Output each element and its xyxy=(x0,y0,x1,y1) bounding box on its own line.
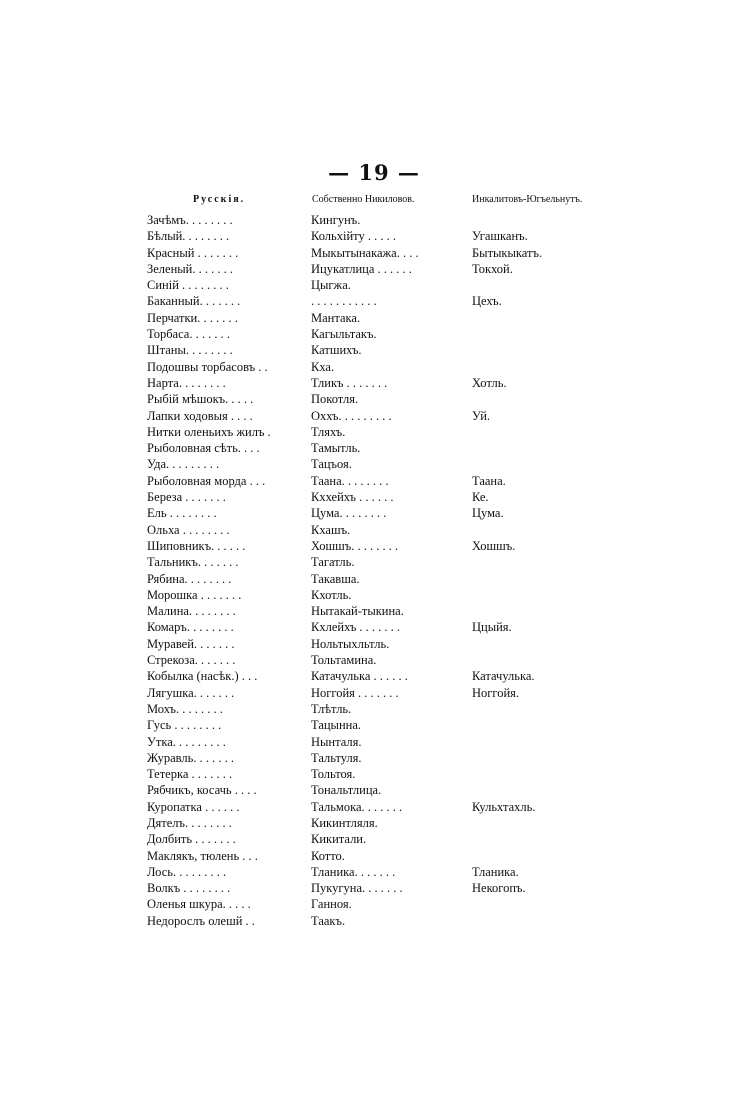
nikilov-word: Тольтоя. xyxy=(311,767,356,782)
russian-word: Волкъ . . . . . . . . xyxy=(147,881,231,896)
russian-word: Долбить . . . . . . . xyxy=(147,832,236,847)
inkalitov-word: Хотль. xyxy=(472,375,507,390)
nikilov-word: Мантака. xyxy=(311,310,361,325)
russian-word: Шиповникъ. . . . . . xyxy=(147,538,246,553)
table-row xyxy=(0,619,748,635)
russian-word: Рябина. . . . . . . . xyxy=(147,571,232,586)
russian-word: Недорослъ олешй . . xyxy=(147,913,255,928)
inkalitov-word: Токхой. xyxy=(472,261,513,276)
nikilov-word: Таана. . . . . . . . xyxy=(311,473,389,488)
table-row xyxy=(0,571,748,587)
inkalitov-word: Кульхтахль. xyxy=(472,799,536,814)
table-row xyxy=(0,391,748,407)
russian-word: Дятелъ. . . . . . . . xyxy=(147,815,232,830)
inkalitov-word: Таана. xyxy=(472,473,506,488)
nikilov-word: Такавша. xyxy=(311,571,360,586)
inkalitov-word: Ноггойя. xyxy=(472,685,520,700)
nikilov-word: Котто. xyxy=(311,848,345,863)
table-row xyxy=(0,261,748,277)
table-row xyxy=(0,522,748,538)
nikilov-word: Ноггойя . . . . . . . xyxy=(311,685,399,700)
table-row xyxy=(0,408,748,424)
nikilov-word: Кольхійту . . . . . xyxy=(311,229,396,244)
nikilov-word: Тамытль. xyxy=(311,441,361,456)
nikilov-word: Хошшъ. . . . . . . . xyxy=(311,538,399,553)
russian-word: Уда. . . . . . . . . xyxy=(147,457,220,472)
table-row xyxy=(0,668,748,684)
russian-word: Куропатка . . . . . . xyxy=(147,799,240,814)
nikilov-word: Кингунъ. xyxy=(311,213,361,227)
nikilov-word: Таакъ. xyxy=(311,913,346,928)
russian-word: Маклякъ, тюлень . . . xyxy=(147,848,258,863)
nikilov-word: Кикитали. xyxy=(311,832,367,847)
russian-word: Лось. . . . . . . . . xyxy=(147,864,227,879)
nikilov-word: Мыкытынакажа. . . . xyxy=(311,245,419,260)
table-row xyxy=(0,864,748,880)
nikilov-word: Кхлейхъ . . . . . . . xyxy=(311,620,401,635)
table-row xyxy=(0,473,748,489)
nikilov-word: Тальмока. . . . . . . xyxy=(311,799,403,814)
nikilov-word: Покотля. xyxy=(311,392,359,407)
table-row xyxy=(0,505,748,521)
inkalitov-word: Тланика. xyxy=(472,864,519,879)
russian-word: Малина. . . . . . . . xyxy=(147,604,236,619)
russian-word: Морошка . . . . . . . xyxy=(147,587,242,602)
nikilov-word: Тацъоя. xyxy=(311,457,352,472)
nikilov-word: . . . . . . . . . . . xyxy=(311,294,377,309)
nikilov-word: Цума. . . . . . . . xyxy=(311,506,387,521)
inkalitov-word: Цума. xyxy=(472,506,504,521)
nikilov-word: Тланика. . . . . . . xyxy=(311,864,396,879)
table-row xyxy=(0,603,748,619)
nikilov-word: Катачулька . . . . . . xyxy=(311,669,408,684)
russian-word: Синій . . . . . . . . xyxy=(147,278,229,293)
russian-word: Рыболовная морда . . . xyxy=(147,473,266,488)
table-row xyxy=(0,701,748,717)
russian-word: Журавль. . . . . . . xyxy=(147,750,234,765)
nikilov-word: Кххейхъ . . . . . . xyxy=(311,490,394,505)
nikilov-word: Тацынна. xyxy=(311,718,362,733)
table-row xyxy=(0,913,748,929)
table-row xyxy=(0,896,748,912)
table-row xyxy=(0,342,748,358)
russian-word: Баканный. . . . . . . xyxy=(147,294,241,309)
russian-word: Перчатки. . . . . . . xyxy=(147,310,238,325)
nikilov-word: Тляхъ. xyxy=(311,424,346,439)
russian-word: Штаны. . . . . . . . xyxy=(147,343,233,358)
table-row xyxy=(0,815,748,831)
table-row xyxy=(0,750,748,766)
nikilov-word: Тольтамина. xyxy=(311,653,377,668)
table-row xyxy=(0,228,748,244)
column-header-nikilov: Собственно Никиловов. xyxy=(312,194,415,205)
nikilov-word: Ганноя. xyxy=(311,897,352,912)
page-number: — 19 — xyxy=(328,160,420,185)
inkalitov-word: Уй. xyxy=(472,408,491,423)
table-row xyxy=(0,734,748,750)
nikilov-word: Кхотль. xyxy=(311,587,352,602)
table-row xyxy=(0,799,748,815)
table-row xyxy=(0,652,748,668)
russian-word: Береза . . . . . . . xyxy=(147,490,226,505)
table-row xyxy=(0,636,748,652)
inkalitov-word: Угашканъ. xyxy=(472,229,528,244)
russian-word: Рыбій мѣшокъ. . . . . xyxy=(147,392,254,407)
russian-word: Оленья шкура. . . . . xyxy=(147,897,251,912)
table-row xyxy=(0,456,748,472)
russian-word: Подошвы торбасовъ . . xyxy=(147,359,268,374)
table-row xyxy=(0,424,748,440)
nikilov-word: Тональтлица. xyxy=(311,783,382,798)
nikilov-word: Цыгжа. xyxy=(311,278,351,293)
table-row xyxy=(0,310,748,326)
nikilov-word: Оххъ. . . . . . . . . xyxy=(311,408,392,423)
table-row xyxy=(0,587,748,603)
russian-word: Нитки оленьихъ жилъ . xyxy=(147,424,271,439)
nikilov-word: Тликъ . . . . . . . xyxy=(311,375,388,390)
russian-word: Зеленый. . . . . . . xyxy=(147,261,233,276)
russian-word: Муравей. . . . . . . xyxy=(147,636,235,651)
inkalitov-word: Хошшъ. xyxy=(472,538,516,553)
inkalitov-word: Ке. xyxy=(472,490,489,505)
column-header-russian: Русскія. xyxy=(193,194,246,205)
russian-word: Ель . . . . . . . . xyxy=(147,506,217,521)
nikilov-word: Нольтыхльтль. xyxy=(311,636,390,651)
inkalitov-word: Бытыкыкатъ. xyxy=(472,245,543,260)
russian-word: Торбаса. . . . . . . xyxy=(147,327,230,342)
russian-word: Рябчикъ, косачь . . . . xyxy=(147,783,257,798)
russian-word: Мохъ. . . . . . . . xyxy=(147,701,223,716)
russian-word: Красный . . . . . . . xyxy=(147,245,239,260)
table-row xyxy=(0,359,748,375)
table-row xyxy=(0,326,748,342)
table-row xyxy=(0,293,748,309)
nikilov-word: Ицукатлица . . . . . . xyxy=(311,261,412,276)
table-row xyxy=(0,831,748,847)
table-row xyxy=(0,880,748,896)
table-row xyxy=(0,212,748,228)
russian-word: Лапки ходовыя . . . . xyxy=(147,408,253,423)
russian-word: Комаръ. . . . . . . . xyxy=(147,620,234,635)
vocabulary-table xyxy=(0,212,748,929)
nikilov-word: Пукугуна. . . . . . . xyxy=(311,881,403,896)
russian-word: Гусь . . . . . . . . xyxy=(147,718,222,733)
russian-word: Кобылка (насѣк.) . . . xyxy=(147,669,258,684)
nikilov-word: Тальтуля. xyxy=(311,750,362,765)
table-row xyxy=(0,685,748,701)
table-row xyxy=(0,375,748,391)
russian-word: Рыболовная сѣть. . . . xyxy=(147,441,260,456)
nikilov-word: Кхашъ. xyxy=(311,522,351,537)
table-row xyxy=(0,489,748,505)
inkalitov-word: Цехъ. xyxy=(472,294,502,309)
russian-word: Утка. . . . . . . . . xyxy=(147,734,226,749)
russian-word: Нарта. . . . . . . . xyxy=(147,375,226,390)
inkalitov-word: Катачулька. xyxy=(472,669,535,684)
russian-word: Бѣлый. . . . . . . . xyxy=(147,229,230,244)
russian-word: Ольха . . . . . . . . xyxy=(147,522,230,537)
nikilov-word: Нытакай-тыкина. xyxy=(311,604,404,619)
russian-word: Тальникъ. . . . . . . xyxy=(147,555,239,570)
russian-word: Стрекоза. . . . . . . xyxy=(147,653,236,668)
nikilov-word: Тагатль. xyxy=(311,555,355,570)
nikilov-word: Кикинтляля. xyxy=(311,815,378,830)
table-row xyxy=(0,848,748,864)
nikilov-word: Нынталя. xyxy=(311,734,362,749)
russian-word: Зачѣмъ. . . . . . . . xyxy=(147,213,233,227)
table-row xyxy=(0,538,748,554)
table-row xyxy=(0,277,748,293)
russian-word: Тетерка . . . . . . . xyxy=(147,767,233,782)
russian-word: Лягушка. . . . . . . xyxy=(147,685,235,700)
nikilov-word: Кха. xyxy=(311,359,335,374)
table-row xyxy=(0,766,748,782)
nikilov-word: Катшихъ. xyxy=(311,343,362,358)
table-row xyxy=(0,440,748,456)
table-row xyxy=(0,554,748,570)
nikilov-word: Тлѣтль. xyxy=(311,701,352,716)
nikilov-word: Кагыльтакъ. xyxy=(311,327,377,342)
column-header-inkalitov: Инкалитовъ-Югъельнутъ. xyxy=(472,194,583,205)
table-row xyxy=(0,717,748,733)
table-row xyxy=(0,782,748,798)
inkalitov-word: Ццыйя. xyxy=(472,620,512,635)
table-row xyxy=(0,245,748,261)
inkalitov-word: Некогопъ. xyxy=(472,881,526,896)
